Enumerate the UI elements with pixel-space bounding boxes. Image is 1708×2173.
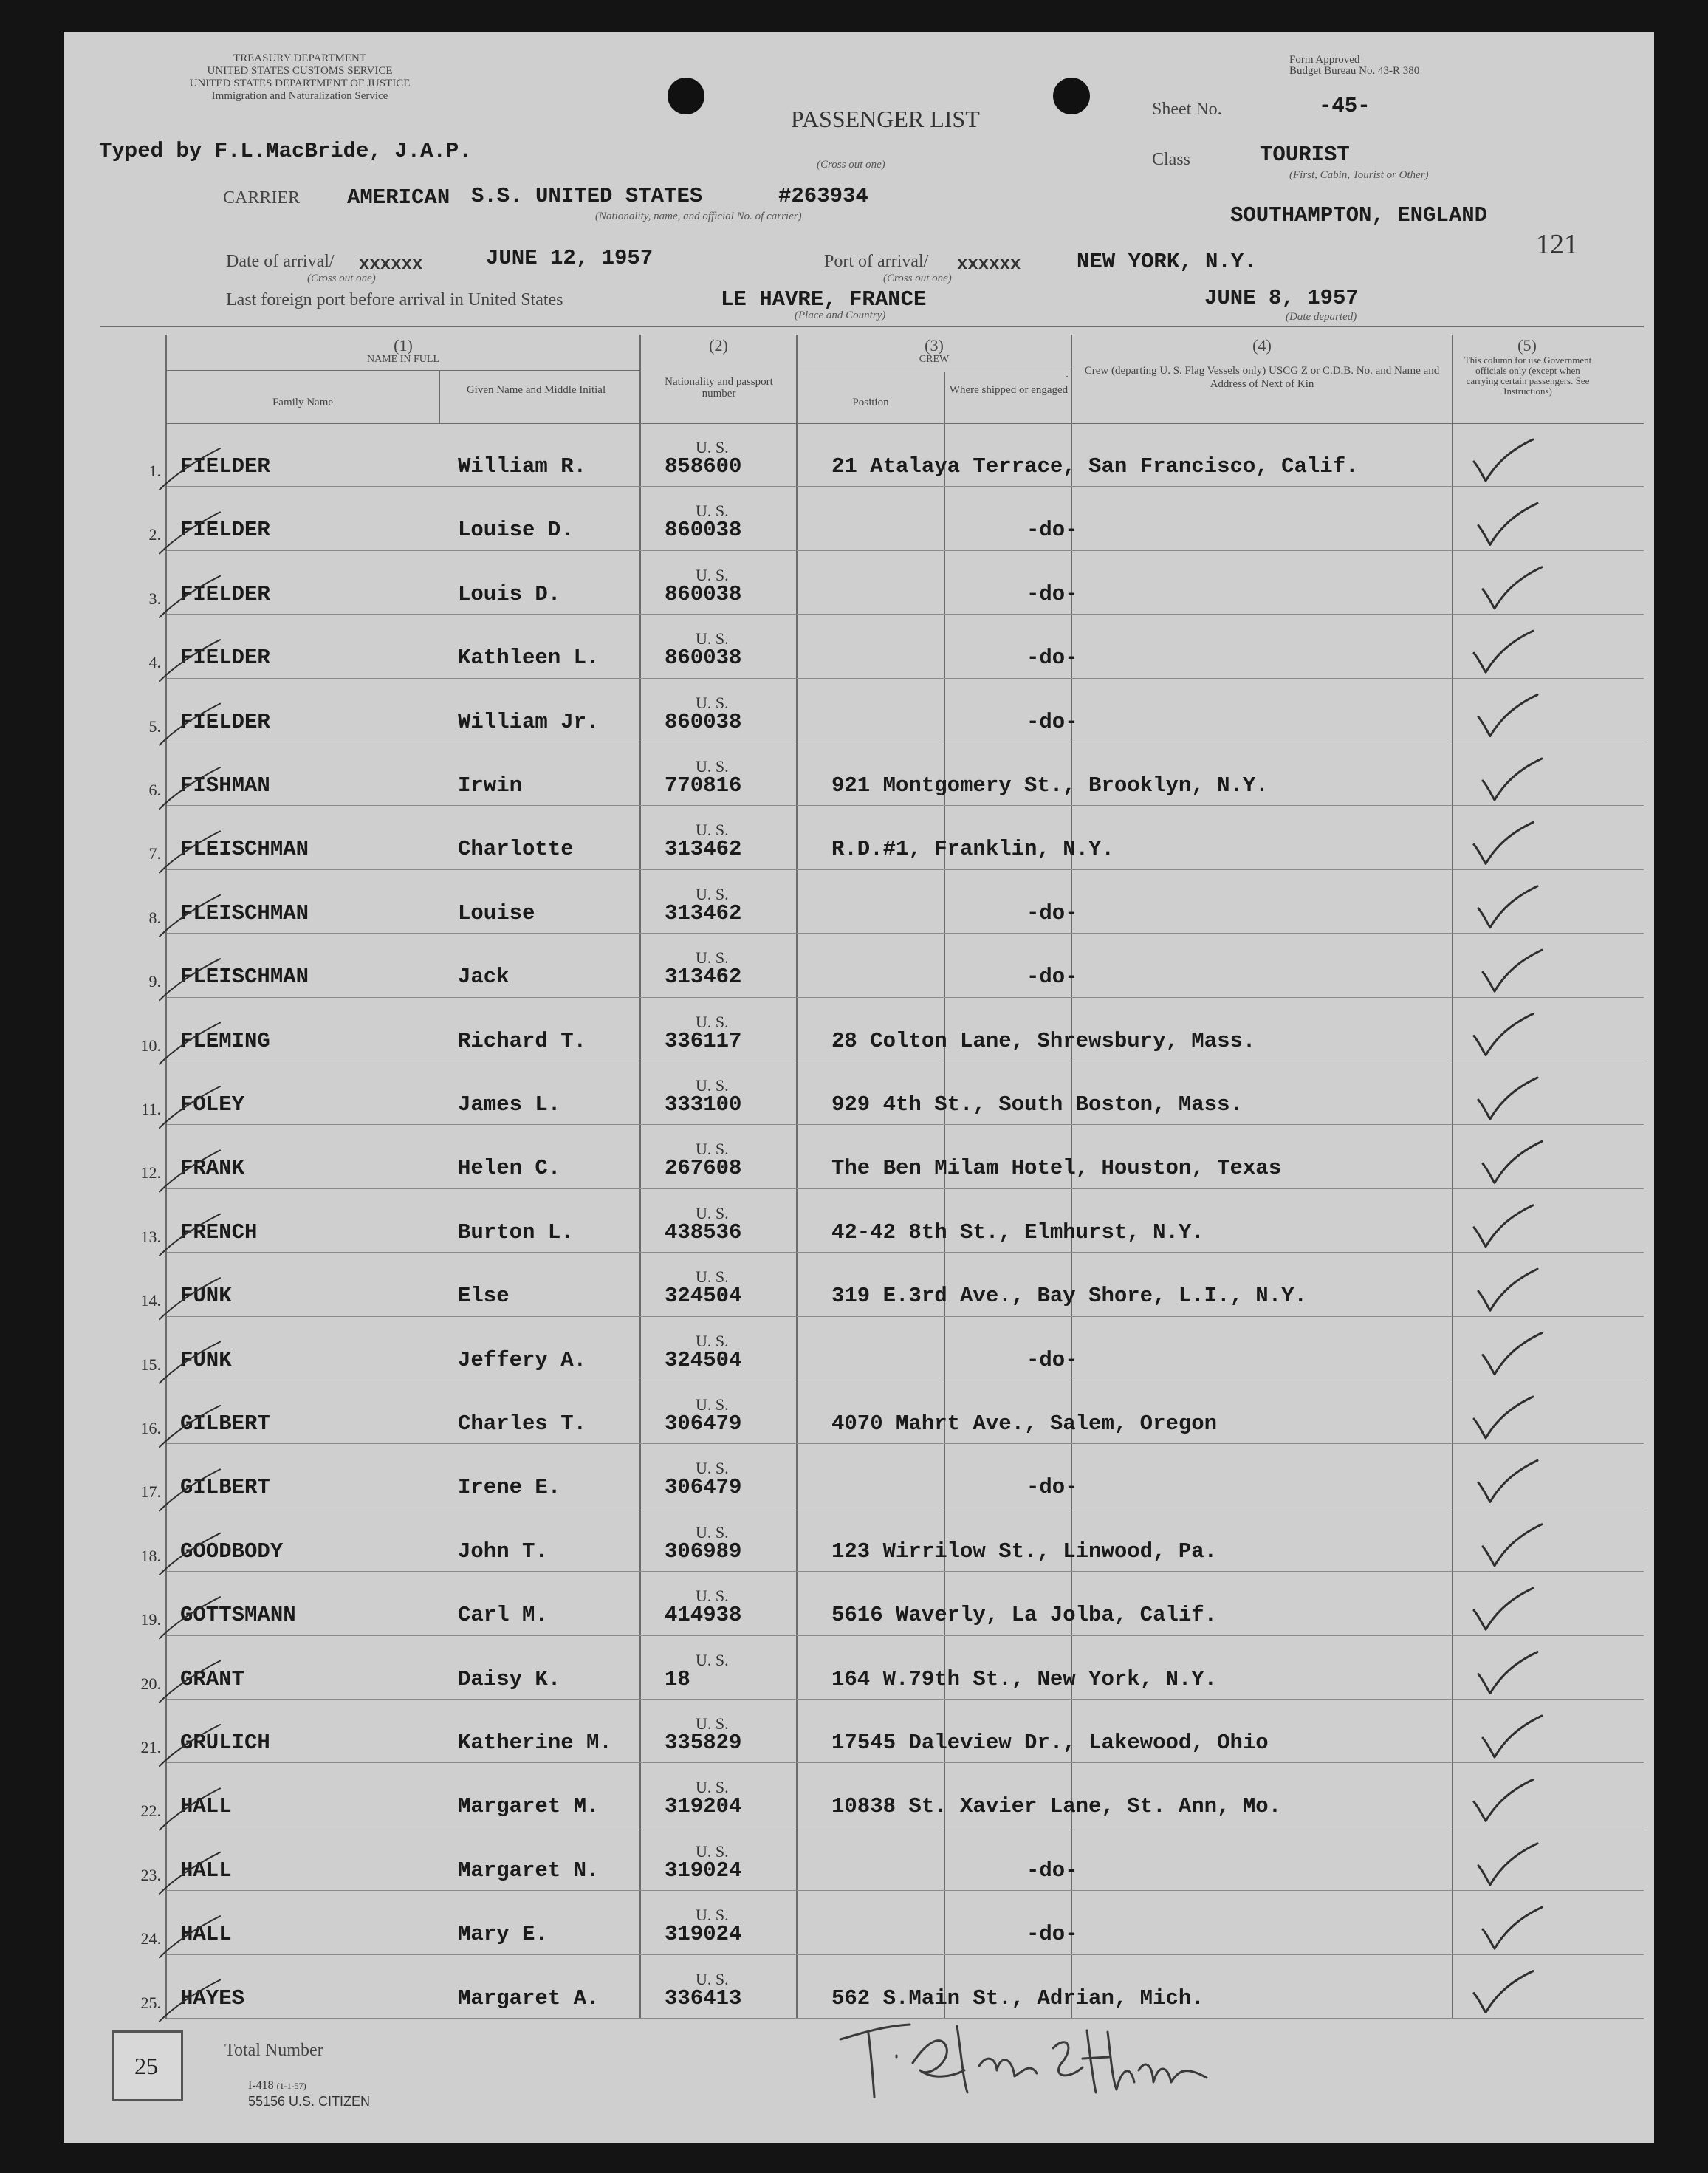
carrier-hint: (Nationality, name, and official No. of carrier) <box>595 211 802 222</box>
departure-port: SOUTHAMPTON, ENGLAND <box>1230 203 1488 227</box>
given-name: Louise <box>458 900 535 925</box>
passport-number: 770816 <box>665 773 742 798</box>
family-name: GOODBODY <box>180 1539 284 1564</box>
tick-mark <box>160 1150 220 1191</box>
family-name: GOTTSMANN <box>180 1603 296 1628</box>
check-mark <box>1483 567 1542 609</box>
port-value: NEW YORK, N.Y. <box>1077 250 1257 274</box>
family-name: FIELDER <box>180 646 270 671</box>
row-number: 2. <box>148 525 161 544</box>
check-mark <box>1483 759 1542 800</box>
tick-mark <box>160 1406 220 1447</box>
passport-number: 267608 <box>665 1156 742 1181</box>
family-name: FLEISCHMAN <box>180 965 309 990</box>
col-where-shipped: Where shipped or engaged <box>949 384 1069 396</box>
row-number: 3. <box>148 589 161 608</box>
passport-number: 414938 <box>665 1603 742 1628</box>
tick-mark <box>160 767 220 809</box>
passport-number: 335829 <box>665 1731 742 1755</box>
passport-number: 313462 <box>665 965 742 990</box>
nationality: U. S. <box>696 565 729 584</box>
tick-mark <box>160 1661 220 1703</box>
row-number: 7. <box>148 844 161 863</box>
address: -do- <box>1026 1922 1078 1947</box>
check-mark <box>1474 1779 1533 1821</box>
last-port: LE HAVRE, FRANCE <box>721 287 927 312</box>
address: -do- <box>1026 709 1078 734</box>
check-mark <box>1474 439 1533 481</box>
passport-number: 860038 <box>665 646 742 671</box>
passport-number: 18 <box>665 1666 690 1691</box>
given-name: John T. <box>458 1539 548 1564</box>
row-number: 4. <box>148 653 161 672</box>
given-name: Margaret M. <box>458 1794 600 1819</box>
address: 562 S.Main St., Adrian, Mich. <box>831 1985 1204 2011</box>
tick-mark <box>160 1086 220 1128</box>
address: -do- <box>1026 581 1078 606</box>
form-date: (1-1-57) <box>276 2081 306 2091</box>
dept-line: UNITED STATES CUSTOMS SERVICE <box>207 65 393 77</box>
row-number: 14. <box>140 1291 161 1310</box>
date-departed-hint: (Date departed) <box>1286 311 1357 323</box>
row-number: 8. <box>148 908 161 927</box>
page-title: PASSENGER LIST <box>791 106 980 132</box>
nationality: U. S. <box>696 1203 729 1222</box>
given-name: Margaret A. <box>458 1985 600 2011</box>
col-given-name: Given Name and Middle Initial <box>466 384 606 396</box>
total-value: 25 <box>134 2053 158 2079</box>
given-name: Helen C. <box>458 1156 561 1181</box>
given-name: Daisy K. <box>458 1666 561 1691</box>
nationality: U. S. <box>696 1140 729 1159</box>
address: -do- <box>1026 965 1078 990</box>
passport-number: 860038 <box>665 518 742 543</box>
address: 164 W.79th St., New York, N.Y. <box>831 1666 1218 1691</box>
tick-mark <box>160 1469 220 1510</box>
col-official-use: This column for use Government officials only (except when carrying certain passengers. See Instructions) <box>1464 355 1592 397</box>
address: -do- <box>1026 1858 1078 1883</box>
row-number: 18. <box>140 1546 161 1565</box>
address: R.D.#1, Franklin, N.Y. <box>831 837 1114 862</box>
tick-mark <box>160 1725 220 1766</box>
passport-number: 333100 <box>665 1092 742 1117</box>
given-name: Irwin <box>458 773 523 798</box>
port-hint: (Cross out one) <box>883 273 952 284</box>
nationality: U. S. <box>696 1841 729 1861</box>
check-mark <box>1483 1907 1542 1948</box>
nationality: U. S. <box>696 1395 729 1414</box>
family-name: FRANK <box>180 1156 245 1181</box>
passport-number: 324504 <box>665 1347 742 1372</box>
nationality: U. S. <box>696 1906 729 1925</box>
col-family-name: Family Name <box>272 397 334 408</box>
check-mark <box>1483 1141 1542 1183</box>
given-name: Burton L. <box>458 1219 574 1245</box>
nationality: U. S. <box>696 693 729 712</box>
address: 4070 Mahrt Ave., Salem, Oregon <box>831 1411 1218 1436</box>
row-number: 13. <box>140 1227 161 1246</box>
given-name: William Jr. <box>458 709 600 734</box>
passport-number: 319204 <box>665 1794 742 1819</box>
address: 929 4th St., South Boston, Mass. <box>831 1092 1243 1117</box>
address: 42-42 8th St., Elmhurst, N.Y. <box>831 1219 1204 1245</box>
col1-title: NAME IN FULL <box>367 354 439 365</box>
family-name: FIELDER <box>180 518 270 543</box>
address: 17545 Daleview Dr., Lakewood, Ohio <box>831 1731 1269 1755</box>
passport-number: 319024 <box>665 1922 742 1947</box>
typed-by: Typed by F.L.MacBride, J.A.P. <box>99 139 472 163</box>
check-mark <box>1478 886 1537 928</box>
sheet-label: Sheet No. <box>1152 100 1222 119</box>
passport-number: 336117 <box>665 1028 742 1053</box>
passport-number: 336413 <box>665 1985 742 2011</box>
family-name: GRULICH <box>180 1731 270 1755</box>
family-name: GILBERT <box>180 1411 270 1436</box>
family-name: FOLEY <box>180 1092 245 1117</box>
tick-mark <box>160 1214 220 1256</box>
passport-number: 860038 <box>665 581 742 606</box>
nationality: U. S. <box>696 502 729 521</box>
given-name: William R. <box>458 454 587 479</box>
carrier-name: S.S. UNITED STATES <box>471 184 703 208</box>
col-nationality: Nationality and passport number <box>665 376 773 400</box>
family-name: FLEMING <box>180 1028 270 1053</box>
handwritten-signature <box>64 32 1654 2143</box>
tick-mark <box>160 512 220 553</box>
row-number: 1. <box>148 462 161 480</box>
check-mark <box>1474 1205 1533 1247</box>
family-name: HALL <box>180 1794 232 1819</box>
tick-mark <box>160 959 220 1000</box>
page-number: 121 <box>1536 229 1578 260</box>
check-mark <box>1478 1844 1537 1885</box>
form-code: 55156 U.S. CITIZEN <box>248 2094 371 2109</box>
date-departed: JUNE 8, 1957 <box>1204 286 1359 310</box>
family-name: GRANT <box>180 1666 245 1691</box>
check-mark <box>1474 631 1533 672</box>
address: 123 Wirrilow St., Linwood, Pa. <box>831 1539 1218 1564</box>
tick-mark <box>160 704 220 745</box>
class-hint: (First, Cabin, Tourist or Other) <box>1289 169 1429 181</box>
tick-mark <box>160 1278 220 1319</box>
nationality: U. S. <box>696 1522 729 1541</box>
check-mark <box>1483 950 1542 991</box>
nationality: U. S. <box>696 1459 729 1478</box>
total-label: Total Number <box>224 2041 323 2060</box>
address: 5616 Waverly, La Jolba, Calif. <box>831 1603 1218 1628</box>
given-name: Mary E. <box>458 1922 548 1947</box>
nationality: U. S. <box>696 1650 729 1669</box>
tick-mark <box>160 1342 220 1383</box>
row-number: 20. <box>140 1674 161 1693</box>
address: -do- <box>1026 518 1078 543</box>
check-mark <box>1474 1014 1533 1055</box>
nationality: U. S. <box>696 1076 729 1095</box>
form-approved: Form Approved <box>1289 54 1360 66</box>
nationality: U. S. <box>696 1778 729 1797</box>
row-number: 19. <box>140 1610 161 1629</box>
given-name: Margaret N. <box>458 1858 600 1883</box>
class-value: TOURIST <box>1260 143 1350 167</box>
address: 319 E.3rd Ave., Bay Shore, L.I., N.Y. <box>831 1284 1307 1309</box>
passport-number: 319024 <box>665 1858 742 1883</box>
tick-mark <box>160 1788 220 1830</box>
row-number: 24. <box>140 1929 161 1948</box>
tick-mark <box>160 576 220 617</box>
given-name: Else <box>458 1284 510 1309</box>
given-name: Richard T. <box>458 1028 587 1053</box>
row-number: 9. <box>148 972 161 991</box>
check-mark <box>1483 1333 1542 1375</box>
row-number: 11. <box>141 1100 161 1118</box>
family-name: FLEISCHMAN <box>180 900 309 925</box>
address: -do- <box>1026 900 1078 925</box>
nationality: U. S. <box>696 1714 729 1733</box>
family-name: HALL <box>180 1922 232 1947</box>
arrival-label: Date of arrival/ <box>226 252 335 271</box>
nationality: U. S. <box>696 629 729 649</box>
nationality: U. S. <box>696 1969 729 1988</box>
tick-mark <box>160 1533 220 1575</box>
given-name: Jack <box>458 965 510 990</box>
tick-mark <box>160 1852 220 1894</box>
check-mark <box>1474 822 1533 863</box>
col4-number: (4) <box>1252 336 1272 355</box>
given-name: Katherine M. <box>458 1731 612 1755</box>
dept-line: UNITED STATES DEPARTMENT OF JUSTICE <box>189 78 411 89</box>
passport-number: 324504 <box>665 1284 742 1309</box>
tick-mark <box>160 1916 220 1957</box>
dept-line: Immigration and Naturalization Service <box>211 90 388 102</box>
tick-mark <box>160 831 220 872</box>
family-name: FRENCH <box>180 1219 258 1245</box>
arrival-strike: xxxxxx <box>359 255 423 275</box>
sheet-number: -45- <box>1319 94 1371 118</box>
family-name: FLEISCHMAN <box>180 837 309 862</box>
row-number: 6. <box>148 781 161 799</box>
given-name: Jeffery A. <box>458 1347 587 1372</box>
row-number: 25. <box>140 1993 161 2012</box>
last-port-hint: (Place and Country) <box>795 309 886 321</box>
carrier-nationality: AMERICAN <box>347 185 450 210</box>
port-strike: xxxxxx <box>957 255 1021 275</box>
family-name: FISHMAN <box>180 773 270 798</box>
col3-number: (3) <box>925 336 944 355</box>
passport-number: 313462 <box>665 837 742 862</box>
address: 21 Atalaya Terrace, San Francisco, Calif. <box>831 454 1359 479</box>
nationality: U. S. <box>696 1267 729 1287</box>
check-mark <box>1478 503 1537 544</box>
family-name: FUNK <box>180 1284 232 1309</box>
row-number: 10. <box>140 1036 161 1055</box>
nationality: U. S. <box>696 948 729 968</box>
tick-mark <box>160 1597 220 1638</box>
col3-title: CREW <box>919 354 950 365</box>
port-label: Port of arrival/ <box>824 252 929 271</box>
carrier-label: CARRIER <box>223 188 301 208</box>
given-name: Louise D. <box>458 518 574 543</box>
tick-mark <box>160 1023 220 1064</box>
address: The Ben Milam Hotel, Houston, Texas <box>831 1156 1282 1181</box>
budget-bureau: Budget Bureau No. 43-R 380 <box>1289 65 1420 77</box>
family-name: HALL <box>180 1858 232 1883</box>
form-no: I-418 <box>248 2079 274 2092</box>
row-number: 16. <box>140 1419 161 1437</box>
given-name: Kathleen L. <box>458 646 600 671</box>
nationality: U. S. <box>696 757 729 776</box>
check-mark <box>1474 1588 1533 1629</box>
family-name: FUNK <box>180 1347 232 1372</box>
tick-mark <box>160 895 220 937</box>
tick-mark <box>160 1980 220 2022</box>
row-number: 15. <box>140 1355 161 1374</box>
title-hint: (Cross out one) <box>817 159 885 171</box>
check-mark <box>1478 1078 1537 1119</box>
family-name: HAYES <box>180 1985 245 2011</box>
family-name: FIELDER <box>180 709 270 734</box>
nationality: U. S. <box>696 1331 729 1350</box>
check-mark <box>1478 1269 1537 1310</box>
arrival-date: JUNE 12, 1957 <box>486 246 654 270</box>
passport-number: 306479 <box>665 1475 742 1500</box>
col2-number: (2) <box>709 336 728 355</box>
row-number: 23. <box>140 1865 161 1884</box>
passenger-list-page <box>64 32 1654 2143</box>
col1-number: (1) <box>394 336 413 355</box>
class-label: Class <box>1152 150 1191 169</box>
passport-number: 860038 <box>665 709 742 734</box>
check-mark <box>1474 1971 1533 2013</box>
address: 28 Colton Lane, Shrewsbury, Mass. <box>831 1028 1256 1053</box>
address: 10838 St. Xavier Lane, St. Ann, Mo. <box>831 1794 1282 1819</box>
check-mark <box>1478 1652 1537 1694</box>
passport-number: 313462 <box>665 900 742 925</box>
nationality: U. S. <box>696 438 729 456</box>
address: -do- <box>1026 646 1078 671</box>
row-number: 12. <box>140 1163 161 1183</box>
given-name: Carl M. <box>458 1603 548 1628</box>
row-number: 5. <box>148 716 161 736</box>
check-mark <box>1474 1397 1533 1438</box>
given-name: Charles T. <box>458 1411 587 1436</box>
given-name: Irene E. <box>458 1475 561 1500</box>
nationality: U. S. <box>696 884 729 903</box>
last-port-label: Last foreign port before arrival in United States <box>226 290 563 309</box>
family-name: FIELDER <box>180 454 270 479</box>
check-mark <box>1483 1524 1542 1566</box>
col-next-of-kin: Crew (departing U. S. Flag Vessels only) USCG Z or C.D.B. No. and Name and Address of Next of Kin <box>1084 365 1440 390</box>
nationality: U. S. <box>696 1587 729 1606</box>
family-name: GILBERT <box>180 1475 270 1500</box>
passport-number: 306989 <box>665 1539 742 1564</box>
row-number: 17. <box>140 1482 161 1502</box>
row-number: 22. <box>140 1801 161 1821</box>
address: -do- <box>1026 1347 1078 1372</box>
passport-number: 858600 <box>665 454 742 479</box>
nationality: U. S. <box>696 821 729 840</box>
col-position: Position <box>852 397 889 408</box>
address: -do- <box>1026 1475 1078 1500</box>
check-mark <box>1478 695 1537 736</box>
col5-number: (5) <box>1517 336 1537 355</box>
passport-number: 438536 <box>665 1219 742 1245</box>
given-name: Louis D. <box>458 581 561 606</box>
tick-mark <box>160 448 220 490</box>
dept-line: TREASURY DEPARTMENT <box>233 52 367 64</box>
address: 921 Montgomery St., Brooklyn, N.Y. <box>831 773 1269 798</box>
given-name: James L. <box>458 1092 561 1117</box>
given-name: Charlotte <box>458 837 574 862</box>
arrival-hint: (Cross out one) <box>307 273 376 284</box>
passport-number: 306479 <box>665 1411 742 1436</box>
check-mark <box>1478 1460 1537 1502</box>
nationality: U. S. <box>696 1012 729 1031</box>
family-name: FIELDER <box>180 581 270 606</box>
carrier-number: #263934 <box>778 184 868 208</box>
tick-mark <box>160 640 220 681</box>
check-mark <box>1483 1716 1542 1757</box>
row-number: 21. <box>140 1738 161 1756</box>
